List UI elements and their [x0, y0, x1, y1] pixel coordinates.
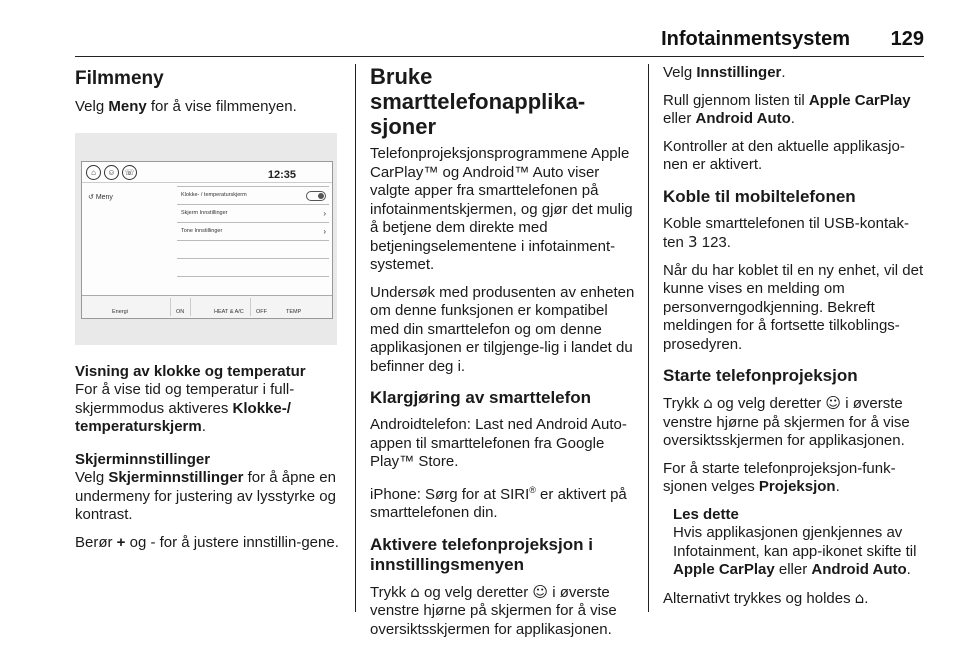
adjust-text: Berør + og - for å justere innstillin-gene. [75, 533, 339, 551]
home-icon: ⌂ [86, 165, 101, 180]
intro-text: Telefonprojeksjonsprogrammene Apple CarPlay™ og Android™ Auto viser valgte apper fra smarttelefonen på infotainmentskjermen, og gjør det mulig å betjene dem direkte med betjeningselementene i infotainment-systemet. [370, 145, 633, 273]
column-2 [370, 64, 638, 648]
screen-settings-heading: Skjerminnstillinger [75, 450, 211, 468]
home-icon: ⌂ [410, 582, 420, 601]
heat-ac-label: HEAT & A/C [214, 308, 244, 315]
smartphone-apps-heading: Bruke smarttelefonapplika-sjoner [370, 64, 586, 139]
note-box [673, 506, 925, 580]
home-icon: ⌂ [854, 588, 865, 607]
screen-menu-list [177, 186, 329, 277]
new-unit-text: Når du har koblet til en ny enhet, vil det kunne vises en melding om personverngodkjenning. Bekreft meldingen for å fortsette tilkoblings-prosedyren. [663, 261, 924, 353]
menu-item: Tone Innstillinger › [177, 223, 329, 241]
note-text: Hvis applikasjonen gjenkjennes av Infotainment, kan app-ikonet skifte til Apple CarPlay eller Android Auto. [673, 524, 917, 578]
infotainment-screen [81, 161, 333, 319]
filmmeny-text: Velg Meny for å vise filmmenyen. [75, 98, 297, 115]
screen-clock: 12:35 [267, 168, 296, 181]
page-number: 129 [890, 28, 924, 50]
alternative-text: Alternativt trykkes og holdes ⌂. [663, 588, 869, 607]
screen-bottombar [82, 295, 332, 318]
ac-on-label: ON [176, 308, 185, 315]
compat-text: Undersøk med produsenten av enheten om denne funksjonen er kompatibel med din smarttelefon og om denne applikasjonen er tilgjenge-lig i landet du befinner deg i. [370, 283, 635, 375]
filmmeny-heading: Filmmeny [75, 68, 164, 89]
scroll-text: Rull gjennom listen til Apple CarPlay eller Android Auto. [663, 91, 911, 127]
prep-heading: Klargjøring av smarttelefon [370, 388, 592, 407]
menu-item-empty [177, 259, 329, 277]
select-settings-text: Velg Innstillinger. [663, 64, 786, 81]
apps-icon: ☺ [825, 394, 842, 412]
screen-topbar [82, 162, 332, 183]
apps-icon: ☺ [104, 165, 119, 180]
function-text: For å starte telefonprojeksjon-funk-sjonen velges Projeksjon. [663, 459, 896, 495]
toggle-icon [306, 191, 326, 201]
home-icon: ⌂ [703, 394, 713, 412]
screen-back: ↺ Meny [88, 193, 113, 201]
start-heading: Starte telefonprojeksjon [663, 366, 858, 385]
clock-heading: Visning av klokke og temperatur [75, 362, 306, 380]
screen-settings-text: Velg Skjerminnstillinger for å åpne en undermeny for justering av lysstyrke og kontrast. [75, 469, 336, 523]
android-text: Androidtelefon: Last ned Android Auto-appen til smarttelefonen fra Google Play™ Store. [370, 416, 627, 470]
note-heading: Les dette [673, 505, 739, 523]
column-divider-2 [648, 64, 649, 612]
phone-icon: ☏ [122, 165, 137, 180]
energy-label: Energi [112, 308, 128, 315]
menu-item-empty [177, 241, 329, 259]
activate-text: Trykk ⌂ og velg deretter ☺ i øverste venstre hjørne på skjermen for å vise oversiktsskjermen for applikasjonen. [370, 582, 617, 638]
chevron-right-icon: › [323, 208, 326, 218]
fan-off-label: OFF [256, 308, 267, 315]
back-icon: ↺ [88, 193, 96, 201]
page-ref-icon: 3 [688, 233, 698, 251]
screenshot-figure [75, 133, 337, 345]
connect-text: Koble smarttelefonen til USB-kontak-ten 3 123. [663, 214, 909, 251]
header-title: Infotainmentsystem [661, 28, 850, 50]
iphone-text: iPhone: Sørg for at SIRI® er aktivert på smarttelefonen din. [370, 484, 627, 521]
connect-heading: Koble til mobiltelefonen [663, 186, 856, 206]
apps-icon: ☺ [532, 582, 549, 601]
column-1 [75, 64, 345, 561]
activate-heading: Aktivere telefonprojeksjon i innstillingsmenyen [370, 534, 593, 574]
column-divider-1 [355, 64, 356, 612]
start-text: Trykk ⌂ og velg deretter ☺ i øverste venstre hjørne på skjermen for å vise oversiktsskjermen for applikasjonen. [663, 394, 910, 449]
header-rule [75, 56, 924, 57]
check-text: Kontroller at den aktuelle applikasjo-nen er aktivert. [663, 137, 905, 173]
column-3 [663, 64, 925, 617]
menu-item: Skjerm Innstillinger › [177, 205, 329, 223]
clock-text: For å vise tid og temperatur i full-skjermmodus aktiveres Klokke-/ temperaturskjerm. [75, 381, 295, 435]
chevron-right-icon: › [323, 226, 326, 236]
temp-label: TEMP [286, 308, 302, 315]
menu-item: Klokke- / temperaturskjerm [177, 187, 329, 205]
